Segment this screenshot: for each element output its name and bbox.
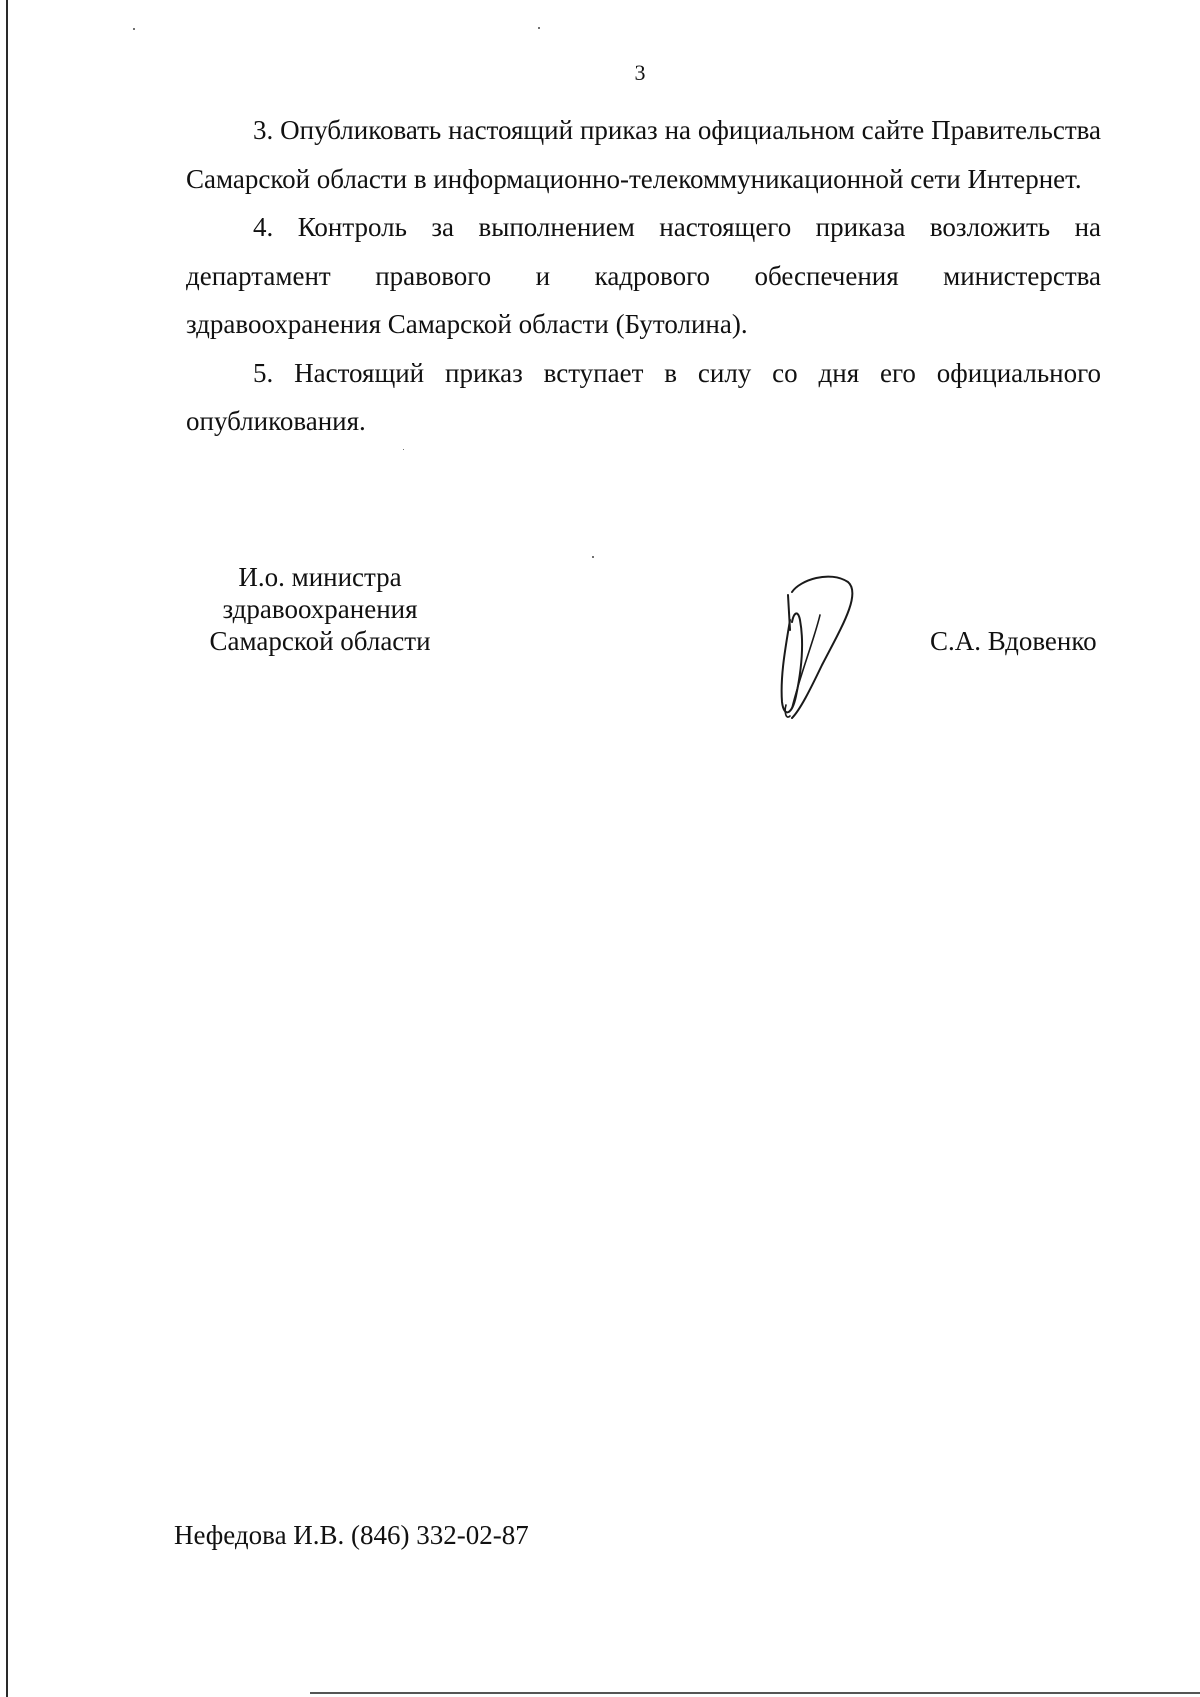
signatory-title: [160, 561, 480, 657]
scan-bottom-edge: [310, 1692, 1200, 1694]
scan-left-edge: [6, 0, 8, 1697]
page-number: 3: [634, 60, 646, 85]
scan-speck: [538, 27, 540, 29]
scan-speck: [403, 449, 404, 450]
contact-line: Нефедова И.В. (846) 332-02-87: [174, 1520, 529, 1550]
paragraph-4: 4. Контроль за выполнением настоящего приказа возложить на департамент правового и кадрового обеспечения министерства здравоохранения Самарской области (Бутолина).: [186, 212, 1101, 339]
signatory-title-line: Самарской области: [209, 626, 431, 656]
paragraph-5: 5. Настоящий приказ вступает в силу со дня его официального опубликования.: [186, 357, 1101, 436]
signatory-name: С.А. Вдовенко: [930, 626, 1097, 656]
paragraph-3: 3. Опубликовать настоящий приказ на официальном сайте Правительства Самарской области в информационно-телекоммуникационной сети Интернет.: [186, 115, 1101, 194]
signatory-title-line: И.о. министра: [238, 562, 402, 592]
handwritten-signature: [770, 570, 880, 720]
scan-speck: [133, 28, 135, 30]
scan-speck: [592, 556, 594, 558]
document-body: [186, 106, 1101, 446]
signatory-title-line: здравоохранения: [222, 594, 418, 624]
